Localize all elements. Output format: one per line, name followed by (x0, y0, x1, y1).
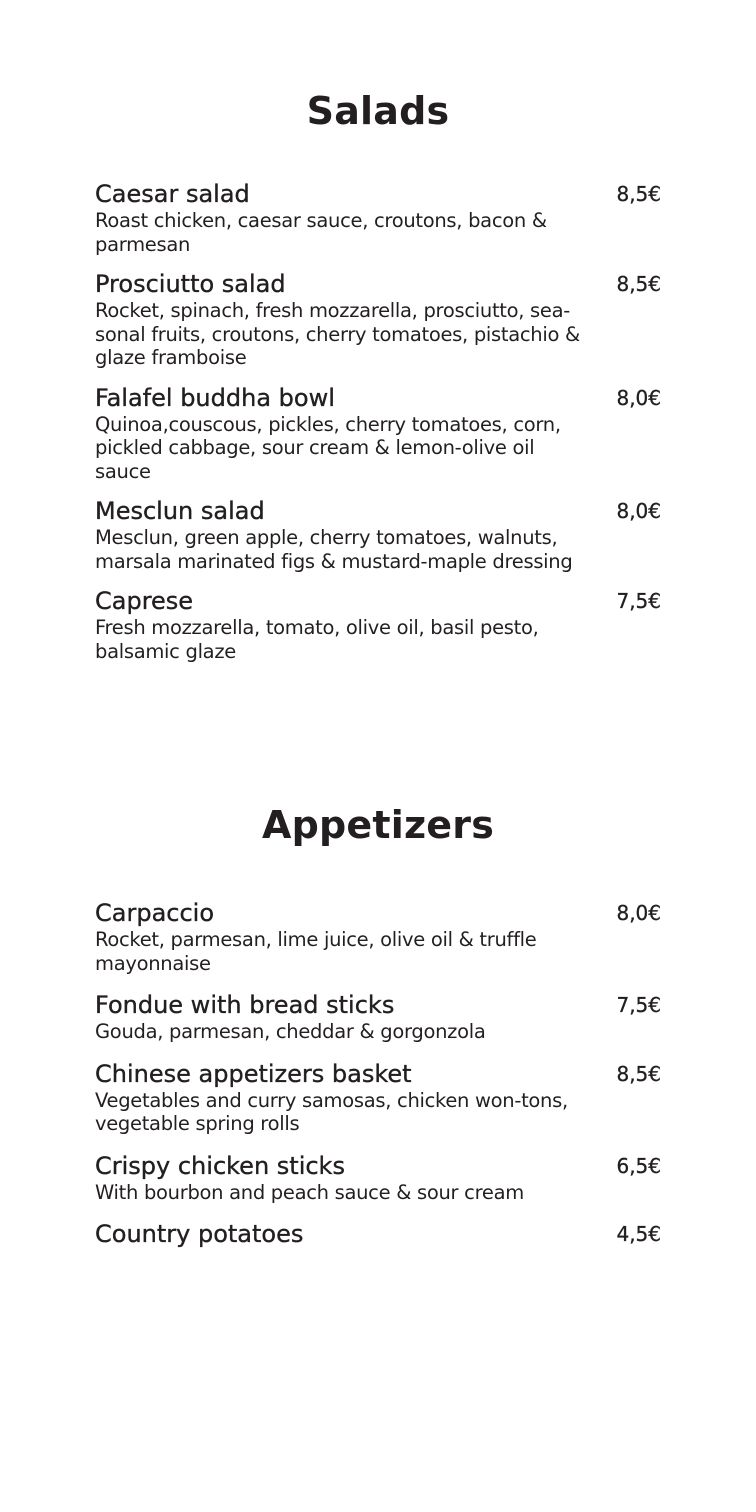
item-description: Mesclun, green apple, cherry tomatoes, walnuts, marsala marinated figs & mustard-maple dressing (95, 526, 573, 573)
item-description: Roast chicken, caesar sauce, croutons, bacon & parmesan (95, 209, 547, 256)
item-description: Quinoa,couscous, pickles, cherry tomatoes, corn, pickled cabbage, sour cream & lemon-olive oil sauce (95, 412, 561, 483)
menu-item-country-potatoes (95, 1220, 661, 1249)
item-name: Mesclun salad (95, 497, 265, 525)
item-price: 8,5€ (616, 182, 661, 206)
salads-title: Salads (306, 89, 450, 133)
item-price: 7,5€ (616, 589, 661, 613)
item-price: 8,0€ (616, 385, 661, 410)
menu-item-falafel-buddha-bowl (95, 384, 661, 484)
item-name: Chinese appetizers basket (95, 1059, 412, 1088)
menu-item-prosciutto-salad (95, 270, 661, 370)
menu-item-mesclun-salad (95, 497, 661, 573)
item-description: Gouda, parmesan, cheddar & gorgonzola (95, 1020, 486, 1043)
item-name: Country potatoes (95, 1220, 304, 1248)
item-description: Vegetables and curry samosas, chicken won-tons, vegetable spring rolls (95, 1088, 568, 1135)
menu-item-caprese (95, 587, 661, 663)
item-name: Prosciutto salad (95, 270, 286, 298)
item-name: Fondue with bread sticks (95, 991, 395, 1019)
item-name: Caesar salad (95, 180, 250, 208)
appetizers-section (0, 800, 756, 1248)
item-description: Rocket, parmesan, lime juice, olive oil & truffle mayonnaise (95, 928, 537, 975)
item-description: With bourbon and peach sauce & sour cream (95, 1180, 524, 1204)
item-price: 6,5€ (616, 1153, 661, 1178)
item-name: Carpaccio (95, 899, 215, 927)
item-name: Falafel buddha bowl (95, 383, 335, 412)
menu-item-fondue (95, 991, 661, 1044)
menu-item-chinese-appetizers-basket (95, 1060, 661, 1136)
item-description: Fresh mozzarella, tomato, olive oil, basil pesto, balsamic glaze (95, 616, 539, 663)
menu-item-crispy-chicken-sticks (95, 1152, 661, 1205)
item-price: 8,5€ (616, 1061, 661, 1086)
menu-item-caesar-salad (95, 180, 661, 256)
appetizers-list (95, 899, 661, 1249)
item-price: 7,5€ (616, 993, 661, 1017)
salads-section (0, 86, 756, 663)
salads-list (95, 180, 661, 663)
appetizers-title: Appetizers (261, 803, 495, 847)
item-price: 4,5€ (616, 1222, 661, 1246)
item-price: 8,5€ (616, 272, 661, 296)
item-price: 8,0€ (616, 901, 661, 925)
item-price: 8,0€ (616, 499, 661, 523)
item-name: Caprese (95, 587, 194, 615)
item-description: Rocket, spinach, fresh mozzarella, prosciutto, seasonal fruits, croutons, cherry tomatoes, pistachio & glaze framboise (95, 299, 580, 369)
menu-item-carpaccio (95, 899, 661, 975)
item-name: Crispy chicken sticks (95, 1151, 345, 1180)
